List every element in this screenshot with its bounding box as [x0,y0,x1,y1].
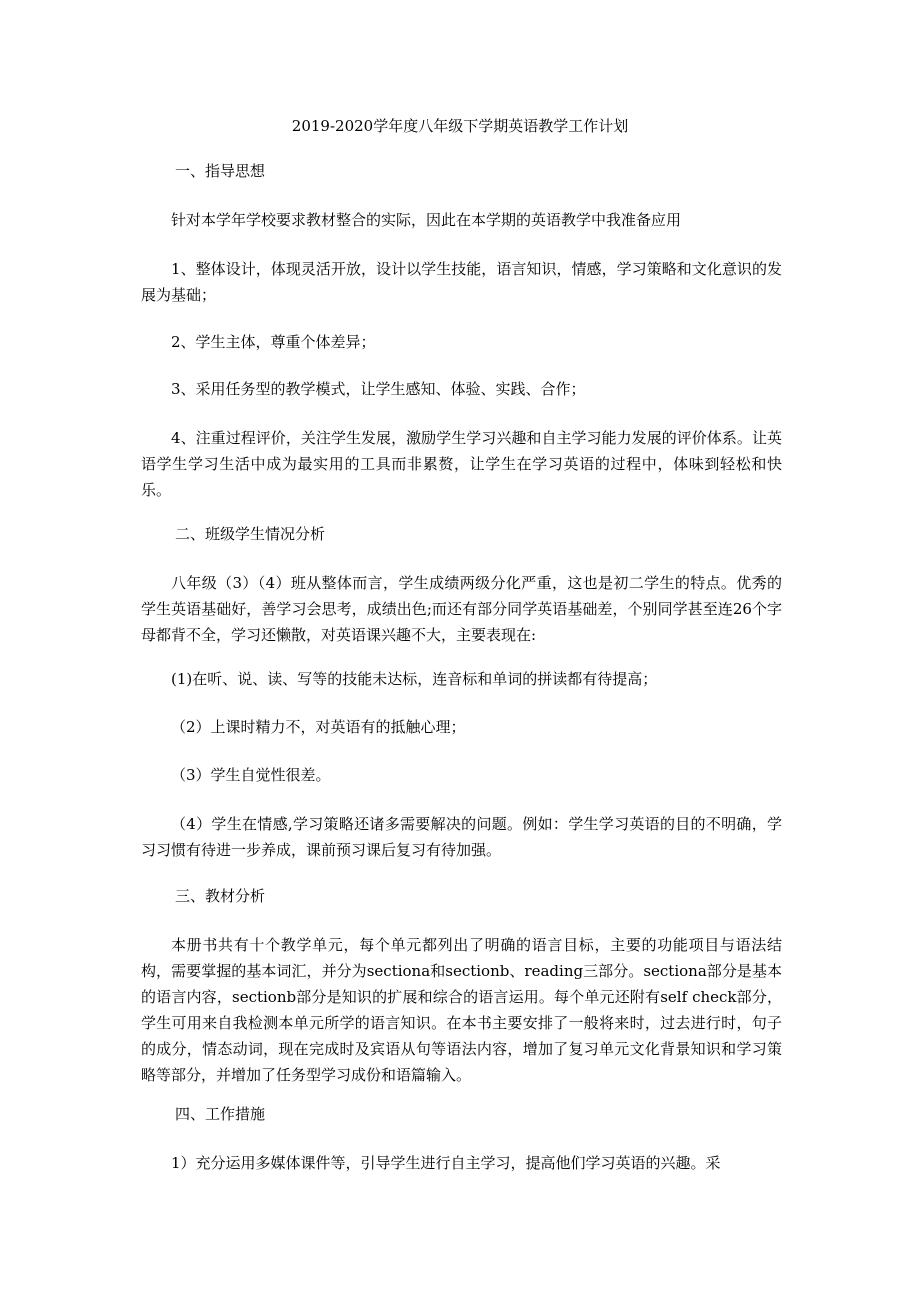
section-heading-measures: 四、工作措施 [175,1105,266,1123]
paragraph-textbook: 本册书共有十个教学单元，每个单元都列出了明确的语言目标，主要的功能项目与语法结构，需要掌握的基本词汇，并分为sectiona和sectionb、reading三部分。sectiona部分是基本的语言内容，sectionb部分是知识的扩展和综合的语言运用。每个单元还附有self check部分，学生可用来自我检测本单元所学的语言知识。在本书主要安排了一般将来时，过去进行时，句子的成分，情态动词，现在完成时及宾语从句等语法内容，增加了复习单元文化背景知识和学习策略等部分，并增加了任务型学习成份和语篇输入。 [141,936,782,1084]
document-title: 2019-2020学年度八年级下学期英语教学工作计划 [291,117,629,135]
paragraph-issue-3: （3）学生自觉性很差。 [171,766,331,784]
paragraph-issue-2: （2）上课时精力不，对英语有的抵触心理； [171,718,466,736]
paragraph-point-1: 1、整体设计，体现灵活开放，设计以学生技能，语言知识，情感，学习策略和文化意识的发展为基础； [141,260,782,304]
paragraph-point-2: 2、学生主体，尊重个体差异； [171,333,376,351]
paragraph-class-overview: 八年级（3）（4）班从整体而言，学生成绩两级分化严重，这也是初二学生的特点。优秀的学生英语基础好，善学习会思考，成绩出色;而还有部分同学英语基础差，个别同学甚至连26个字母都背不全，学习还懒散，对英语课兴趣不大，主要表现在: [141,574,782,644]
paragraph-measure-1: 1）充分运用多媒体课件等，引导学生进行自主学习，提高他们学习英语的兴趣。采 [171,1154,721,1172]
section-heading-class-analysis: 二、班级学生情况分析 [175,525,326,543]
paragraph-intro: 针对本学年学校要求教材整合的实际，因此在本学期的英语教学中我准备应用 [171,211,682,229]
section-heading-guiding-thought: 一、指导思想 [175,162,266,180]
paragraph-issue-1: (1)在听、说、读、写等的技能未达标，连音标和单词的拼读都有待提高； [171,670,658,688]
paragraph-point-3: 3、采用任务型的教学模式，让学生感知、体验、实践、合作； [171,380,586,398]
section-heading-textbook-analysis: 三、教材分析 [175,887,266,905]
paragraph-issue-4: （4）学生在情感,学习策略还诸多需要解决的问题。例如：学生学习英语的目的不明确，学习习惯有待进一步养成，课前预习课后复习有待加强。 [141,815,782,859]
paragraph-point-4: 4、注重过程评价，关注学生发展，激励学生学习兴趣和自主学习能力发展的评价体系。让英语学生学习生活中成为最实用的工具而非累赘，让学生在学习英语的过程中，体味到轻松和快乐。 [141,429,782,499]
